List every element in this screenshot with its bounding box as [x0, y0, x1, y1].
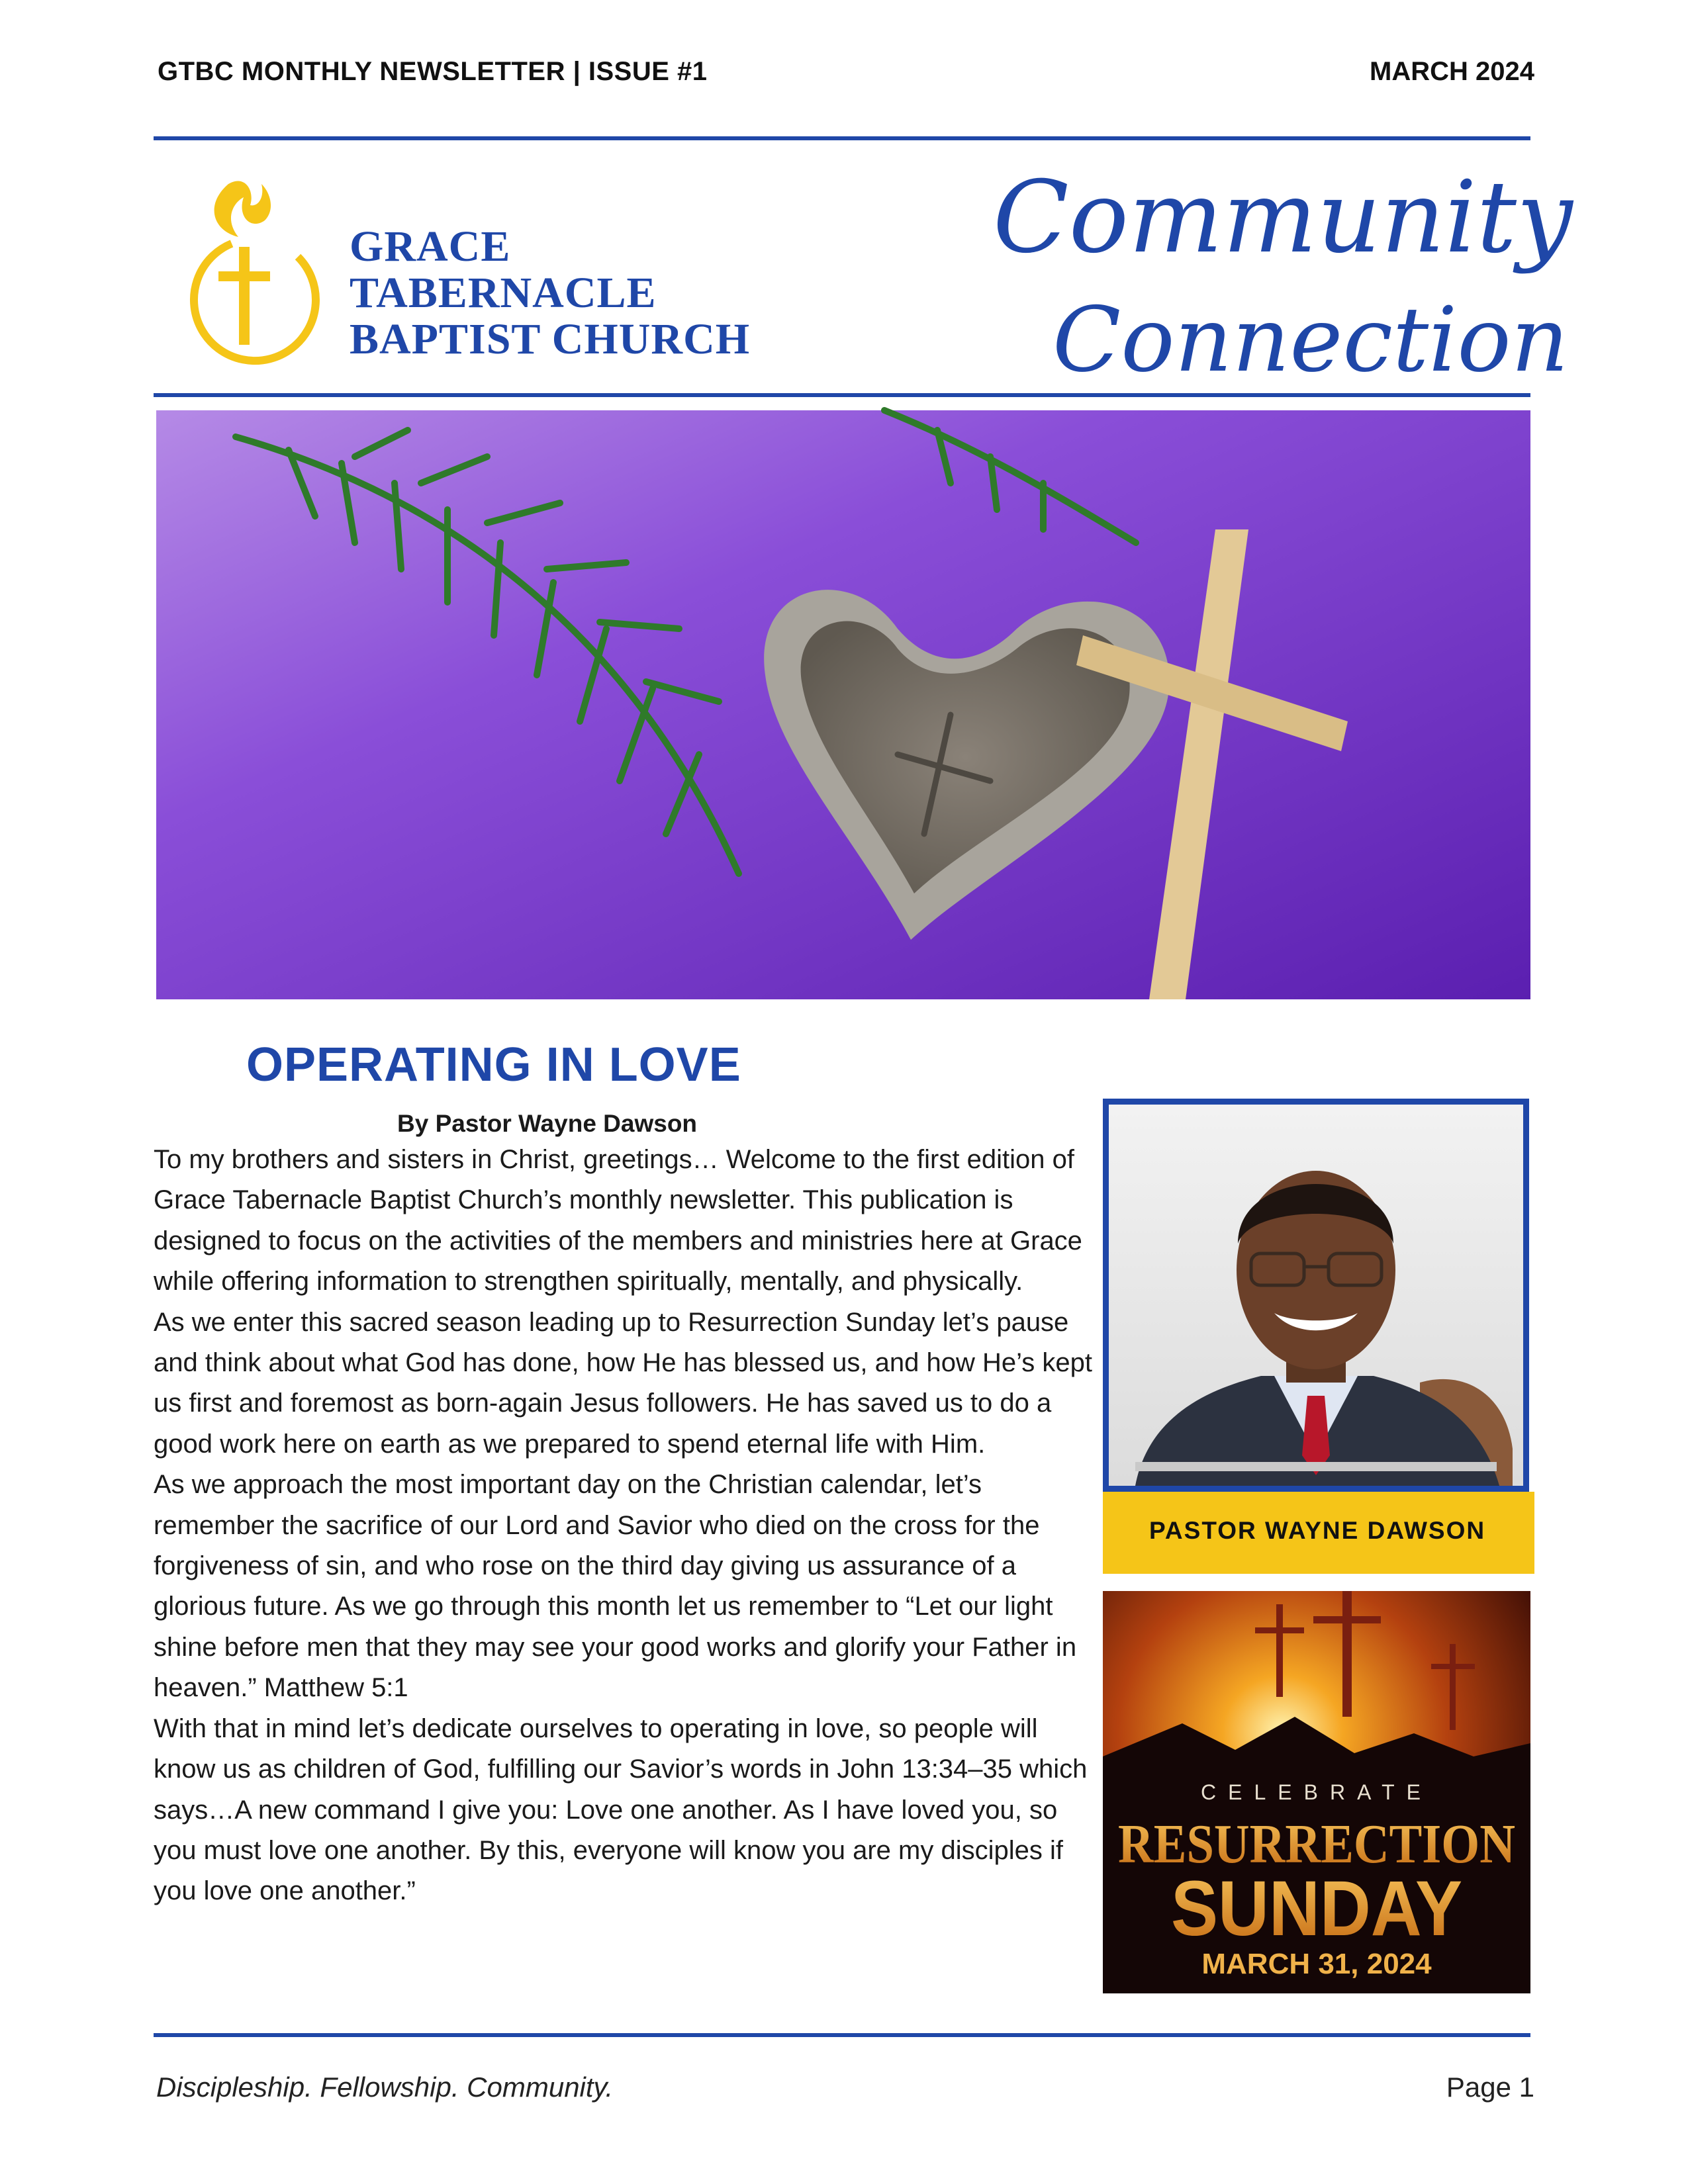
church-logo-icon	[165, 158, 324, 363]
hero-image-ash-heart-cross	[156, 410, 1530, 999]
pastor-portrait-image	[1109, 1105, 1523, 1486]
pastor-caption-banner	[1103, 1492, 1534, 1574]
graphic-sunday: SUNDAY	[1171, 1865, 1462, 1952]
graphic-resurrection: RESURRECTION	[1118, 1813, 1515, 1875]
page-number: Page 1	[1446, 2071, 1534, 2103]
church-name-line-2: TABERNACLE	[350, 269, 657, 317]
article-byline: By Pastor Wayne Dawson	[397, 1110, 698, 1137]
masthead-line-2: Connection	[1053, 288, 1569, 392]
footer-tagline: Discipleship. Fellowship. Community.	[156, 2071, 614, 2103]
article-paragraph: To my brothers and sisters in Christ, greetings… Welcome to the first edition of Grace Tabernacle Baptist Church’s monthly newsletter. This publication is designed to focus on the activities of the members and ministries here at Grace while offering information to strengthen spiritually, mentally, and physically.	[154, 1145, 1082, 1297]
church-name-line-3: BAPTIST CHURCH	[350, 315, 751, 363]
newsletter-masthead	[966, 139, 1573, 397]
article-title: OPERATING IN LOVE	[246, 1038, 741, 1091]
resurrection-sunday-graphic	[1103, 1591, 1530, 1993]
article-body	[154, 1140, 1100, 1912]
article-paragraph: With that in mind let’s dedicate ourselves to operating in love, so people will know us as children of God, fulfilling our Savior’s words in John 13:34–35 which says…A new command I give you: Love one another. As I have loved you, so you must love one another. By this, everyone will know you are my disciples if you love one another.”	[154, 1713, 1088, 1906]
pastor-caption: PASTOR WAYNE DAWSON	[1149, 1517, 1486, 1544]
article-paragraph: As we approach the most important day on the Christian calendar, let’s remember the sacrifice of our Lord and Savior who died on the cross for the forgiveness of sin, and who rose on the third day giving us assurance of a glorious future. As we go through this month let us remember to “Let our light shine before men that they may see your good works and glorify your Father in heaven.” Matthew 5:1	[154, 1470, 1077, 1703]
graphic-celebrate: CELEBRATE	[1201, 1780, 1432, 1804]
newsletter-issue-label: GTBC MONTHLY NEWSLETTER | ISSUE #1	[158, 57, 708, 86]
newsletter-date: MARCH 2024	[1370, 57, 1534, 86]
article-paragraph: As we enter this sacred season leading up to Resurrection Sunday let’s pause and think about what God has done, how He has blessed us, and how He’s kept us first and foremost as born-again Jesus followers. He has saved us to do a good work here on earth as we prepared to spend eternal life with Him.	[154, 1307, 1092, 1459]
masthead-divider	[154, 393, 1530, 397]
church-name	[350, 224, 750, 363]
graphic-date: MARCH 31, 2024	[1201, 1948, 1432, 1980]
masthead-line-1: Community	[993, 160, 1573, 275]
church-name-line-1: GRACE	[350, 222, 511, 271]
footer-divider	[154, 2033, 1530, 2037]
pastor-photo-frame	[1103, 1099, 1529, 1492]
